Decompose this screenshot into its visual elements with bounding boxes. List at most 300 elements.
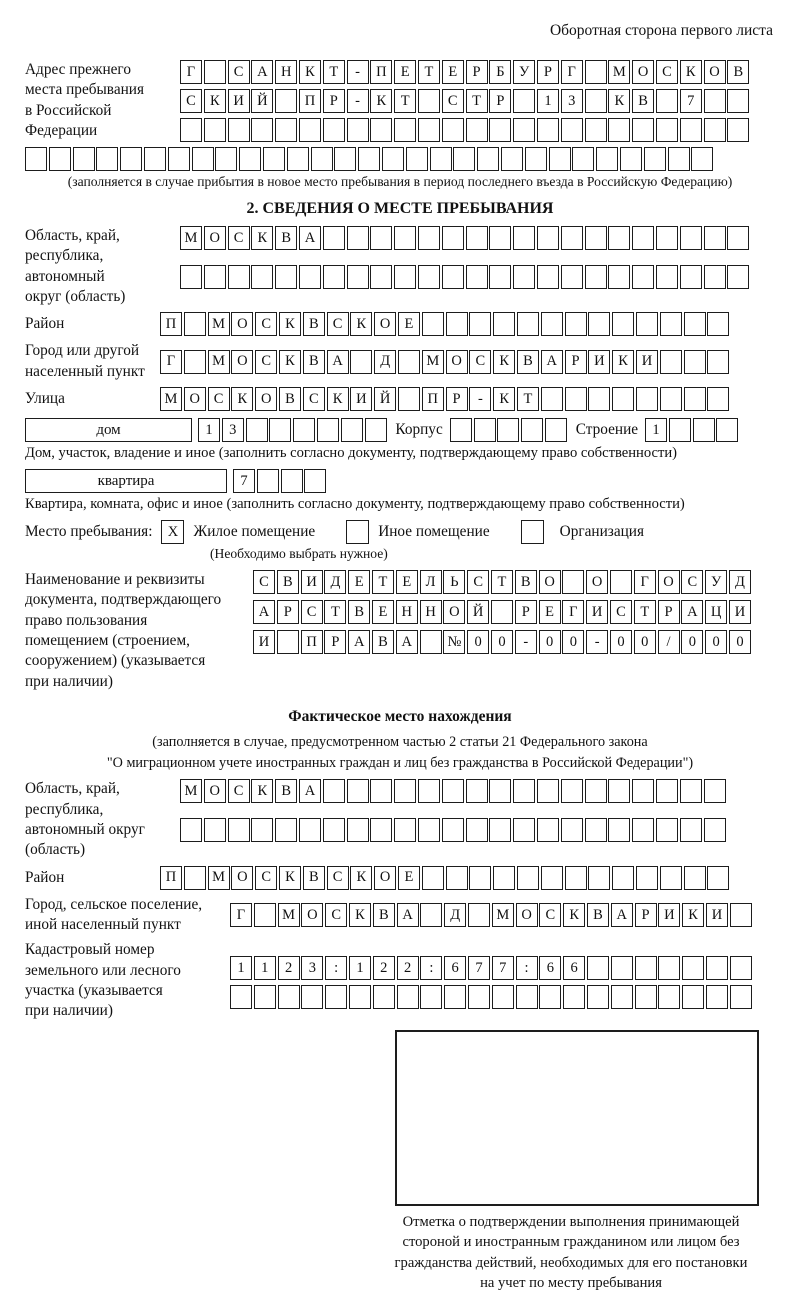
char-cell[interactable] (269, 418, 291, 442)
char-cell[interactable]: К (204, 89, 226, 113)
char-cell[interactable] (477, 147, 499, 171)
char-cell[interactable]: И (301, 570, 323, 594)
char-cell[interactable]: 6 (563, 956, 585, 980)
char-cell[interactable]: К (279, 312, 301, 336)
char-cell[interactable]: Й (467, 600, 489, 624)
char-cell[interactable] (493, 312, 515, 336)
char-cell[interactable]: И (253, 630, 275, 654)
char-cell[interactable]: И (228, 89, 250, 113)
char-cell[interactable] (611, 956, 633, 980)
char-cell[interactable]: А (299, 779, 321, 803)
char-cell[interactable]: 2 (397, 956, 419, 980)
char-cell[interactable]: Е (398, 866, 420, 890)
char-cell[interactable] (204, 265, 226, 289)
char-cell[interactable]: К (349, 903, 371, 927)
char-cell[interactable] (541, 312, 563, 336)
char-cell[interactable]: - (469, 387, 491, 411)
char-cell[interactable]: С (301, 600, 323, 624)
char-cell[interactable]: В (373, 903, 395, 927)
char-cell[interactable] (660, 312, 682, 336)
char-cell[interactable] (358, 147, 380, 171)
char-cell[interactable] (184, 866, 206, 890)
char-cell[interactable] (707, 350, 729, 374)
char-cell[interactable]: А (397, 903, 419, 927)
char-cell[interactable] (323, 818, 345, 842)
char-cell[interactable] (513, 118, 535, 142)
char-cell[interactable] (561, 265, 583, 289)
char-cell[interactable] (120, 147, 142, 171)
char-cell[interactable]: Д (374, 350, 396, 374)
char-cell[interactable] (658, 956, 680, 980)
char-cell[interactable] (418, 118, 440, 142)
char-cell[interactable]: Д (444, 903, 466, 927)
char-cell[interactable] (620, 147, 642, 171)
char-cell[interactable] (422, 312, 444, 336)
char-cell[interactable] (612, 866, 634, 890)
char-cell[interactable] (453, 147, 475, 171)
char-cell[interactable]: А (348, 630, 370, 654)
char-cell[interactable]: 2 (278, 956, 300, 980)
char-cell[interactable] (422, 866, 444, 890)
char-cell[interactable]: А (396, 630, 418, 654)
char-cell[interactable] (347, 818, 369, 842)
char-cell[interactable] (635, 956, 657, 980)
char-cell[interactable] (561, 779, 583, 803)
char-cell[interactable] (562, 570, 584, 594)
char-cell[interactable] (517, 866, 539, 890)
char-cell[interactable]: О (231, 312, 253, 336)
char-cell[interactable] (442, 118, 464, 142)
char-cell[interactable]: К (682, 903, 704, 927)
char-cell[interactable] (635, 985, 657, 1009)
char-cell[interactable]: 1 (254, 956, 276, 980)
char-cell[interactable] (727, 226, 749, 250)
char-cell[interactable] (418, 89, 440, 113)
stay-type-option-residential[interactable] (152, 520, 315, 544)
stay-type-option-organization[interactable] (512, 520, 644, 544)
char-cell[interactable]: Н (396, 600, 418, 624)
char-cell[interactable]: 3 (561, 89, 583, 113)
char-cell[interactable]: О (255, 387, 277, 411)
char-cell[interactable]: Т (466, 89, 488, 113)
char-cell[interactable] (585, 118, 607, 142)
char-cell[interactable] (608, 118, 630, 142)
char-cell[interactable] (660, 866, 682, 890)
char-cell[interactable] (373, 985, 395, 1009)
char-cell[interactable]: 1 (230, 956, 252, 980)
char-cell[interactable]: К (680, 60, 702, 84)
char-cell[interactable] (230, 985, 252, 1009)
char-cell[interactable]: Г (230, 903, 252, 927)
char-cell[interactable] (49, 147, 71, 171)
char-cell[interactable] (466, 818, 488, 842)
char-cell[interactable] (370, 818, 392, 842)
char-cell[interactable] (680, 226, 702, 250)
char-cell[interactable]: 0 (491, 630, 513, 654)
char-cell[interactable]: Н (275, 60, 297, 84)
char-cell[interactable] (684, 350, 706, 374)
char-cell[interactable] (251, 818, 273, 842)
char-cell[interactable]: В (279, 387, 301, 411)
char-cell[interactable]: Е (372, 600, 394, 624)
char-cell[interactable]: 0 (610, 630, 632, 654)
char-cell[interactable] (704, 779, 726, 803)
char-cell[interactable] (204, 818, 226, 842)
char-cell[interactable]: М (422, 350, 444, 374)
char-cell[interactable]: С (228, 779, 250, 803)
char-cell[interactable] (541, 866, 563, 890)
char-cell[interactable] (660, 350, 682, 374)
char-cell[interactable] (608, 226, 630, 250)
char-cell[interactable]: С (467, 570, 489, 594)
char-cell[interactable] (513, 265, 535, 289)
char-cell[interactable] (168, 147, 190, 171)
char-cell[interactable]: У (513, 60, 535, 84)
char-cell[interactable] (466, 118, 488, 142)
char-cell[interactable] (489, 118, 511, 142)
char-cell[interactable]: Р (466, 60, 488, 84)
char-cell[interactable]: Г (160, 350, 182, 374)
char-cell[interactable]: : (420, 956, 442, 980)
char-cell[interactable]: / (658, 630, 680, 654)
char-cell[interactable] (323, 226, 345, 250)
char-cell[interactable]: И (636, 350, 658, 374)
char-cell[interactable]: 0 (634, 630, 656, 654)
char-cell[interactable]: О (231, 350, 253, 374)
char-cell[interactable]: В (303, 312, 325, 336)
char-cell[interactable] (349, 985, 371, 1009)
char-cell[interactable] (656, 818, 678, 842)
char-cell[interactable]: П (160, 312, 182, 336)
char-cell[interactable]: К (327, 387, 349, 411)
char-cell[interactable] (656, 779, 678, 803)
char-cell[interactable]: Т (418, 60, 440, 84)
char-cell[interactable] (420, 630, 442, 654)
char-cell[interactable]: Д (324, 570, 346, 594)
char-cell[interactable] (525, 147, 547, 171)
char-cell[interactable]: А (253, 600, 275, 624)
char-cell[interactable]: 0 (562, 630, 584, 654)
char-cell[interactable]: С (228, 226, 250, 250)
char-cell[interactable] (561, 226, 583, 250)
char-cell[interactable] (707, 312, 729, 336)
char-cell[interactable]: Р (537, 60, 559, 84)
char-cell[interactable]: В (275, 226, 297, 250)
char-cell[interactable] (246, 418, 268, 442)
char-cell[interactable] (365, 418, 387, 442)
char-cell[interactable] (311, 147, 333, 171)
char-cell[interactable] (656, 118, 678, 142)
char-cell[interactable]: П (370, 60, 392, 84)
char-cell[interactable]: С (469, 350, 491, 374)
char-cell[interactable]: К (563, 903, 585, 927)
char-cell[interactable]: С (255, 312, 277, 336)
char-cell[interactable]: 1 (537, 89, 559, 113)
char-cell[interactable] (585, 818, 607, 842)
char-cell[interactable] (682, 956, 704, 980)
char-cell[interactable] (442, 818, 464, 842)
char-cell[interactable] (656, 89, 678, 113)
char-cell[interactable] (334, 147, 356, 171)
organization-checkbox[interactable] (521, 520, 544, 544)
char-cell[interactable]: 0 (467, 630, 489, 654)
char-cell[interactable] (215, 147, 237, 171)
char-cell[interactable]: Т (634, 600, 656, 624)
char-cell[interactable] (644, 147, 666, 171)
char-cell[interactable] (730, 903, 752, 927)
char-cell[interactable] (691, 147, 713, 171)
char-cell[interactable] (585, 779, 607, 803)
char-cell[interactable] (632, 118, 654, 142)
char-cell[interactable]: 0 (729, 630, 751, 654)
char-cell[interactable]: Н (420, 600, 442, 624)
char-cell[interactable]: Р (446, 387, 468, 411)
char-cell[interactable] (513, 226, 535, 250)
char-cell[interactable]: К (350, 312, 372, 336)
char-cell[interactable] (588, 387, 610, 411)
char-cell[interactable]: Й (374, 387, 396, 411)
char-cell[interactable] (204, 118, 226, 142)
char-cell[interactable] (680, 779, 702, 803)
char-cell[interactable] (493, 866, 515, 890)
char-cell[interactable] (325, 985, 347, 1009)
char-cell[interactable] (278, 985, 300, 1009)
char-cell[interactable] (254, 985, 276, 1009)
char-cell[interactable]: 0 (705, 630, 727, 654)
char-cell[interactable]: Е (394, 60, 416, 84)
char-cell[interactable] (704, 226, 726, 250)
char-cell[interactable] (277, 630, 299, 654)
char-cell[interactable] (706, 985, 728, 1009)
char-cell[interactable] (251, 118, 273, 142)
char-cell[interactable]: К (279, 350, 301, 374)
char-cell[interactable] (466, 226, 488, 250)
char-cell[interactable] (537, 226, 559, 250)
char-cell[interactable]: 6 (539, 956, 561, 980)
char-cell[interactable] (394, 118, 416, 142)
char-cell[interactable]: Ц (705, 600, 727, 624)
char-cell[interactable]: 0 (681, 630, 703, 654)
char-cell[interactable]: К (251, 779, 273, 803)
char-cell[interactable]: 1 (198, 418, 220, 442)
char-cell[interactable] (727, 89, 749, 113)
char-cell[interactable] (492, 985, 514, 1009)
char-cell[interactable] (537, 779, 559, 803)
char-cell[interactable] (442, 265, 464, 289)
char-cell[interactable]: Е (398, 312, 420, 336)
char-cell[interactable] (608, 779, 630, 803)
char-cell[interactable] (442, 779, 464, 803)
char-cell[interactable] (96, 147, 118, 171)
char-cell[interactable]: М (608, 60, 630, 84)
char-cell[interactable]: К (299, 60, 321, 84)
char-cell[interactable] (636, 312, 658, 336)
char-cell[interactable] (398, 387, 420, 411)
char-cell[interactable] (73, 147, 95, 171)
char-cell[interactable] (612, 312, 634, 336)
char-cell[interactable]: К (493, 350, 515, 374)
char-cell[interactable]: С (327, 312, 349, 336)
char-cell[interactable] (370, 118, 392, 142)
char-cell[interactable] (517, 312, 539, 336)
char-cell[interactable]: В (303, 350, 325, 374)
char-cell[interactable] (491, 600, 513, 624)
char-cell[interactable]: : (516, 956, 538, 980)
char-cell[interactable] (730, 956, 752, 980)
char-cell[interactable] (281, 469, 303, 493)
char-cell[interactable]: А (541, 350, 563, 374)
char-cell[interactable]: У (705, 570, 727, 594)
char-cell[interactable] (418, 818, 440, 842)
char-cell[interactable]: Л (420, 570, 442, 594)
char-cell[interactable]: М (278, 903, 300, 927)
char-cell[interactable] (549, 147, 571, 171)
char-cell[interactable]: С (442, 89, 464, 113)
char-cell[interactable]: И (658, 903, 680, 927)
char-cell[interactable]: О (374, 312, 396, 336)
char-cell[interactable] (489, 226, 511, 250)
char-cell[interactable]: И (588, 350, 610, 374)
char-cell[interactable] (418, 265, 440, 289)
char-cell[interactable] (545, 418, 567, 442)
char-cell[interactable]: О (658, 570, 680, 594)
char-cell[interactable]: 2 (373, 956, 395, 980)
char-cell[interactable]: : (325, 956, 347, 980)
char-cell[interactable]: Р (515, 600, 537, 624)
char-cell[interactable] (693, 418, 715, 442)
char-cell[interactable] (636, 866, 658, 890)
char-cell[interactable] (704, 89, 726, 113)
char-cell[interactable]: О (204, 779, 226, 803)
char-cell[interactable]: Т (323, 60, 345, 84)
char-cell[interactable] (513, 89, 535, 113)
char-cell[interactable] (513, 818, 535, 842)
char-cell[interactable] (680, 818, 702, 842)
char-cell[interactable]: - (515, 630, 537, 654)
char-cell[interactable] (446, 866, 468, 890)
char-cell[interactable]: А (251, 60, 273, 84)
char-cell[interactable]: - (586, 630, 608, 654)
char-cell[interactable]: О (632, 60, 654, 84)
char-cell[interactable] (239, 147, 261, 171)
char-cell[interactable] (468, 903, 490, 927)
char-cell[interactable] (420, 903, 442, 927)
char-cell[interactable]: М (160, 387, 182, 411)
char-cell[interactable] (611, 985, 633, 1009)
char-cell[interactable]: 0 (539, 630, 561, 654)
char-cell[interactable]: Г (180, 60, 202, 84)
char-cell[interactable]: О (204, 226, 226, 250)
char-cell[interactable] (430, 147, 452, 171)
char-cell[interactable] (565, 387, 587, 411)
char-cell[interactable]: А (327, 350, 349, 374)
char-cell[interactable]: Б (489, 60, 511, 84)
char-cell[interactable] (716, 418, 738, 442)
char-cell[interactable] (301, 985, 323, 1009)
char-cell[interactable]: - (347, 60, 369, 84)
char-cell[interactable]: С (208, 387, 230, 411)
char-cell[interactable]: С (228, 60, 250, 84)
char-cell[interactable] (587, 956, 609, 980)
char-cell[interactable] (450, 418, 472, 442)
char-cell[interactable] (727, 265, 749, 289)
char-cell[interactable]: К (493, 387, 515, 411)
char-cell[interactable] (516, 985, 538, 1009)
char-cell[interactable]: Т (372, 570, 394, 594)
char-cell[interactable] (610, 570, 632, 594)
char-cell[interactable] (347, 226, 369, 250)
char-cell[interactable]: С (681, 570, 703, 594)
char-cell[interactable]: № (443, 630, 465, 654)
char-cell[interactable] (469, 866, 491, 890)
char-cell[interactable]: Т (394, 89, 416, 113)
char-cell[interactable] (382, 147, 404, 171)
char-cell[interactable] (204, 60, 226, 84)
char-cell[interactable] (394, 226, 416, 250)
char-cell[interactable] (370, 265, 392, 289)
char-cell[interactable]: К (231, 387, 253, 411)
char-cell[interactable] (323, 265, 345, 289)
char-cell[interactable] (501, 147, 523, 171)
char-cell[interactable] (704, 265, 726, 289)
char-cell[interactable] (565, 312, 587, 336)
char-cell[interactable] (397, 985, 419, 1009)
char-cell[interactable] (587, 985, 609, 1009)
char-cell[interactable] (466, 265, 488, 289)
char-cell[interactable] (682, 985, 704, 1009)
char-cell[interactable]: С (539, 903, 561, 927)
char-cell[interactable] (287, 147, 309, 171)
char-cell[interactable] (474, 418, 496, 442)
char-cell[interactable]: М (208, 350, 230, 374)
char-cell[interactable] (660, 387, 682, 411)
char-cell[interactable]: П (301, 630, 323, 654)
char-cell[interactable] (293, 418, 315, 442)
char-cell[interactable] (684, 312, 706, 336)
char-cell[interactable] (469, 312, 491, 336)
char-cell[interactable] (585, 226, 607, 250)
char-cell[interactable] (669, 418, 691, 442)
char-cell[interactable] (180, 818, 202, 842)
char-cell[interactable] (25, 147, 47, 171)
char-cell[interactable] (184, 312, 206, 336)
char-cell[interactable]: С (610, 600, 632, 624)
char-cell[interactable]: О (516, 903, 538, 927)
char-cell[interactable]: Е (396, 570, 418, 594)
char-cell[interactable] (251, 265, 273, 289)
char-cell[interactable] (299, 265, 321, 289)
char-cell[interactable]: В (303, 866, 325, 890)
char-cell[interactable]: С (656, 60, 678, 84)
char-cell[interactable] (184, 350, 206, 374)
char-cell[interactable]: В (727, 60, 749, 84)
char-cell[interactable]: М (492, 903, 514, 927)
char-cell[interactable] (668, 147, 690, 171)
char-cell[interactable]: Г (634, 570, 656, 594)
char-cell[interactable]: Р (635, 903, 657, 927)
char-cell[interactable] (192, 147, 214, 171)
char-cell[interactable]: Т (517, 387, 539, 411)
char-cell[interactable] (317, 418, 339, 442)
char-cell[interactable] (707, 387, 729, 411)
char-cell[interactable]: Р (323, 89, 345, 113)
char-cell[interactable] (398, 350, 420, 374)
char-cell[interactable] (497, 418, 519, 442)
char-cell[interactable] (563, 985, 585, 1009)
char-cell[interactable] (489, 818, 511, 842)
char-cell[interactable] (394, 265, 416, 289)
char-cell[interactable] (596, 147, 618, 171)
